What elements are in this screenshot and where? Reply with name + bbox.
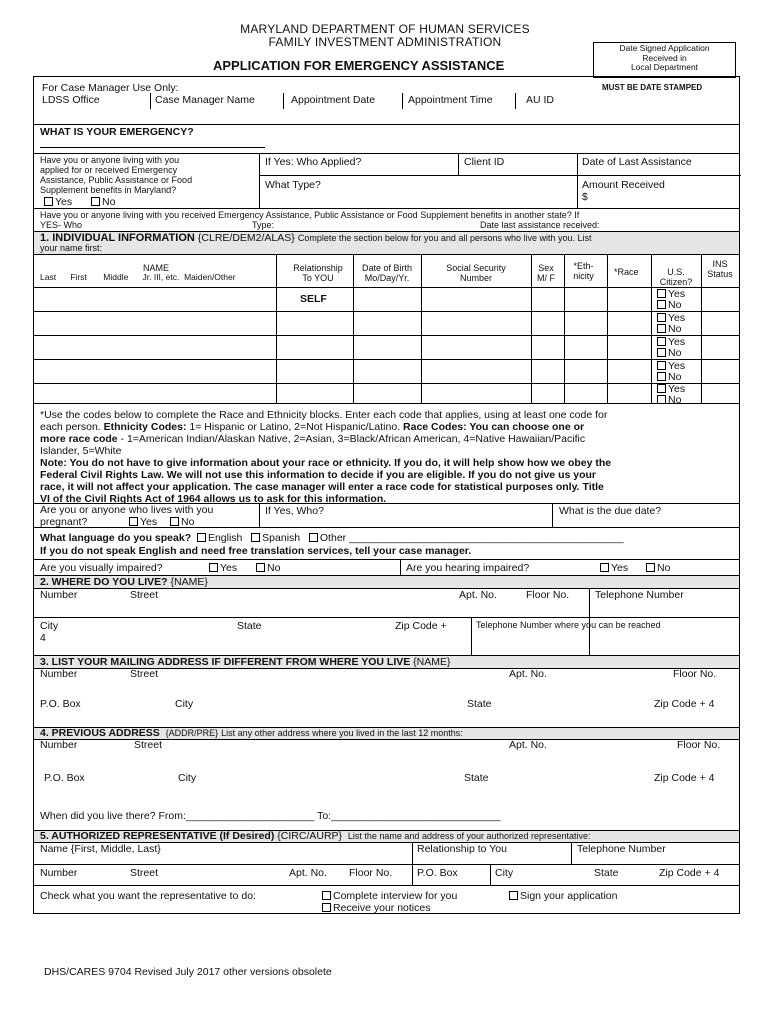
- s3-city[interactable]: City: [175, 698, 194, 710]
- checkbox-icon[interactable]: [600, 563, 609, 572]
- col-ssn: Social Security Number: [446, 263, 506, 284]
- col-race: *Race: [614, 267, 639, 277]
- citizen-no-3[interactable]: No: [657, 347, 681, 359]
- s4-street[interactable]: Street: [134, 739, 163, 751]
- s4-city[interactable]: City: [178, 772, 197, 784]
- checkbox-icon[interactable]: [657, 372, 666, 381]
- col-relationship: Relationship To YOU: [293, 263, 343, 284]
- s2-number[interactable]: Number: [40, 589, 78, 601]
- ldss-office-field[interactable]: LDSS Office: [42, 94, 100, 106]
- language-spanish[interactable]: Spanish: [251, 532, 300, 544]
- s3-number[interactable]: Number: [40, 668, 78, 680]
- citizen-yes-3[interactable]: Yes: [657, 336, 685, 348]
- section1-heading: 1. INDIVIDUAL INFORMATION {CLRE/DEM2/ALAS} Complete the section below for you and all persons who live with you. List: [40, 232, 592, 244]
- col-sex: Sex M/ F: [537, 263, 555, 284]
- section5-heading: 5. AUTHORIZED REPRESENTATIVE (If Desired) {CIRC/AURP} List the name and address of your authorized representative:: [40, 830, 591, 842]
- language-question: What language do you speak? English Spanish Other _______________________________________________: [40, 532, 624, 544]
- appointment-date-field[interactable]: Appointment Date: [291, 94, 376, 106]
- client-id-field[interactable]: Client ID: [464, 156, 505, 168]
- citizen-yes-4[interactable]: Yes: [657, 360, 685, 372]
- s2-apt[interactable]: Apt. No.: [459, 589, 497, 601]
- s5-relationship[interactable]: Relationship to You: [417, 843, 507, 855]
- s5-apt[interactable]: Apt. No.: [289, 867, 327, 879]
- s4-pobox[interactable]: P.O. Box: [44, 772, 85, 784]
- prior-assistance-question-4: Supplement benefits in Maryland?: [40, 185, 177, 195]
- s3-street[interactable]: Street: [130, 668, 159, 680]
- checkbox-icon[interactable]: [657, 324, 666, 333]
- s2-zip[interactable]: Zip Code +: [395, 620, 447, 632]
- citizen-no-5[interactable]: No: [657, 394, 681, 406]
- pregnant-question-1: Are you or anyone who lives with you: [40, 504, 214, 516]
- s4-when-lived[interactable]: When did you live there? From:______________________ To:_____________________________: [40, 810, 501, 822]
- section2-heading: 2. WHERE DO YOU LIVE? {NAME}: [40, 576, 208, 588]
- case-manager-label: For Case Manager Use Only:: [42, 82, 179, 94]
- date-last-assistance-field[interactable]: Date of Last Assistance: [582, 156, 692, 168]
- checkbox-icon[interactable]: [322, 891, 331, 900]
- citizen-yes-5[interactable]: Yes: [657, 383, 685, 395]
- translation-note: If you do not speak English and need free translation services, tell your case manager.: [40, 545, 472, 557]
- col-name-sub: Last First Middle Jr. III, etc. Maiden/Other: [40, 272, 236, 282]
- other-state-who[interactable]: YES- Who: [40, 220, 83, 230]
- other-state-date[interactable]: Date last assistance received:: [480, 220, 600, 230]
- s4-floor[interactable]: Floor No.: [677, 739, 721, 751]
- who-applied-field[interactable]: If Yes: Who Applied?: [265, 156, 362, 168]
- due-date-field[interactable]: What is the due date?: [559, 505, 662, 517]
- hearing-no[interactable]: No: [646, 562, 670, 574]
- appointment-time-field[interactable]: Appointment Time: [408, 94, 493, 106]
- visual-yes[interactable]: Yes: [209, 562, 237, 574]
- s4-apt[interactable]: Apt. No.: [509, 739, 547, 751]
- col-ins-status: INS Status: [707, 259, 733, 280]
- checkbox-icon[interactable]: [129, 517, 138, 526]
- pregnant-yes[interactable]: Yes: [129, 516, 157, 528]
- s5-city[interactable]: City: [495, 867, 514, 879]
- citizen-no-1[interactable]: No: [657, 299, 681, 311]
- col-ethnicity: *Eth- nicity: [573, 261, 594, 282]
- form-title: APPLICATION FOR EMERGENCY ASSISTANCE: [213, 58, 505, 73]
- s5-state[interactable]: State: [594, 867, 619, 879]
- stamp-label-2: Received in: [642, 52, 687, 63]
- prior-assistance-no[interactable]: No: [91, 196, 115, 208]
- pregnant-question-2: pregnant?: [40, 516, 88, 528]
- stamp-label-1: Date Signed Application: [619, 43, 710, 53]
- checkbox-icon[interactable]: [657, 289, 666, 298]
- section3-heading: 3. LIST YOUR MAILING ADDRESS IF DIFFERENT FROM WHERE YOU LIVE {NAME}: [40, 656, 451, 668]
- section4-heading: 4. PREVIOUS ADDRESS {ADDR/PRE} List any other address where you lived in the last 12 months:: [40, 727, 463, 739]
- checkbox-icon[interactable]: [170, 517, 179, 526]
- prior-assistance-question-3: Assistance, Public Assistance or Food: [40, 175, 193, 185]
- case-manager-name-field[interactable]: Case Manager Name: [155, 94, 255, 106]
- checkbox-icon[interactable]: [209, 563, 218, 572]
- date-stamp-box: [593, 42, 736, 78]
- pregnant-who-field[interactable]: If Yes, Who?: [265, 505, 324, 517]
- agency-name: MARYLAND DEPARTMENT OF HUMAN SERVICES: [240, 22, 530, 36]
- checkbox-icon[interactable]: [657, 361, 666, 370]
- prior-assistance-question-1: Have you or anyone living with you: [40, 155, 180, 165]
- col-dob: Date of Birth Mo/Day/Yr.: [361, 263, 413, 284]
- checkbox-icon[interactable]: [256, 563, 265, 572]
- checkbox-icon[interactable]: [657, 337, 666, 346]
- checkbox-icon[interactable]: [657, 300, 666, 309]
- checkbox-icon[interactable]: [91, 197, 100, 206]
- citizen-yes-2[interactable]: Yes: [657, 312, 685, 324]
- citizen-no-4[interactable]: No: [657, 371, 681, 383]
- checkbox-icon[interactable]: [322, 903, 331, 912]
- col-name: NAME: [143, 263, 170, 273]
- stamp-label-3: Local Department: [630, 62, 699, 72]
- col-us-citizen: U.S. Citizen?: [659, 267, 693, 288]
- s3-zip[interactable]: Zip Code + 4: [654, 698, 715, 710]
- checkbox-icon[interactable]: [646, 563, 655, 572]
- s5-name[interactable]: Name {First, Middle, Last}: [40, 843, 161, 855]
- hearing-impaired-question: Are you hearing impaired?: [406, 562, 530, 574]
- prior-assistance-question-2: applied for or received Emergency: [40, 165, 178, 175]
- emergency-heading: WHAT IS YOUR EMERGENCY?: [40, 126, 194, 138]
- checkbox-icon[interactable]: [197, 533, 206, 542]
- s3-pobox[interactable]: P.O. Box: [40, 698, 81, 710]
- s2-phone[interactable]: Telephone Number: [595, 589, 684, 601]
- s5-street[interactable]: Street: [130, 867, 159, 879]
- s5-pobox[interactable]: P.O. Box: [417, 867, 458, 879]
- checkbox-icon[interactable]: [309, 533, 318, 542]
- rep-complete-interview[interactable]: Complete interview for you: [322, 890, 457, 902]
- pregnant-no[interactable]: No: [170, 516, 194, 528]
- s2-floor[interactable]: Floor No.: [526, 589, 570, 601]
- administration-name: FAMILY INVESTMENT ADMINISTRATION: [268, 35, 502, 49]
- application-form: [33, 76, 740, 914]
- language-other[interactable]: Other: [309, 532, 346, 544]
- rep-sign-application[interactable]: Sign your application: [509, 890, 617, 902]
- s4-state[interactable]: State: [464, 772, 489, 784]
- must-be-stamped-note: MUST BE DATE STAMPED: [602, 83, 703, 92]
- other-state-type[interactable]: Type:: [252, 220, 275, 230]
- s5-check-label: Check what you want the representative to do:: [40, 890, 256, 902]
- s3-apt[interactable]: Apt. No.: [509, 668, 547, 680]
- prior-assistance-yes[interactable]: Yes: [44, 196, 72, 208]
- s2-street[interactable]: Street: [130, 589, 159, 601]
- s4-zip[interactable]: Zip Code + 4: [654, 772, 715, 784]
- other-state-question: Have you or anyone living with you received Emergency Assistance, Public Assistance or Food Supplement benefits in another state? If: [40, 210, 580, 220]
- amount-dollar-sign: $: [582, 191, 588, 203]
- checkbox-icon[interactable]: [657, 348, 666, 357]
- section1-desc-2: your name first:: [40, 243, 103, 253]
- language-english[interactable]: English: [194, 532, 242, 544]
- checkbox-icon[interactable]: [251, 533, 260, 542]
- visual-no[interactable]: No: [256, 562, 280, 574]
- visual-impaired-question: Are you visually impaired?: [40, 562, 163, 574]
- s2-city[interactable]: City: [40, 620, 59, 632]
- s5-phone[interactable]: Telephone Number: [577, 843, 666, 855]
- checkbox-icon[interactable]: [44, 197, 53, 206]
- what-type-field[interactable]: What Type?: [265, 179, 321, 191]
- self-label: SELF: [300, 293, 327, 305]
- checkbox-icon[interactable]: [657, 384, 666, 393]
- amount-received-field[interactable]: Amount Received: [582, 179, 665, 191]
- s2-state[interactable]: State: [237, 620, 262, 632]
- citizen-yes-1[interactable]: Yes: [657, 288, 685, 300]
- hearing-yes[interactable]: Yes: [600, 562, 628, 574]
- s2-phone-reach[interactable]: Telephone Number where you can be reached: [476, 620, 661, 630]
- emergency-input-line[interactable]: [40, 147, 265, 148]
- checkbox-icon[interactable]: [657, 313, 666, 322]
- citizen-no-2[interactable]: No: [657, 323, 681, 335]
- checkbox-icon[interactable]: [509, 891, 518, 900]
- checkbox-icon[interactable]: [657, 395, 666, 404]
- s4-number[interactable]: Number: [40, 739, 78, 751]
- s5-number[interactable]: Number: [40, 867, 78, 879]
- form-footer: DHS/CARES 9704 Revised July 2017 other versions obsolete: [44, 966, 332, 978]
- s3-floor[interactable]: Floor No.: [673, 668, 717, 680]
- rep-receive-notices[interactable]: Receive your notices: [322, 902, 430, 914]
- language-other-line[interactable]: _______________________________________________: [349, 532, 624, 544]
- race-ethnicity-note: *Use the codes below to complete the Race and Ethnicity blocks. Enter each code that applies, using at least one code for each person. Ethnicity Codes: 1= Hispanic or Latino, 2=Not Hispanic/Latino. Race Codes: You can choose one or more race code - 1=American Indian/Alaskan Native, 2=Asian, 3=Black/African American, 4=Native Hawaiian/Pacific Islander, 5=White Note: You do not have to give information about your race or ethnicity. If you do, it will help show how we obey the Federal Civil Rights Law. We will not use this information to decide if you are eligible. If you do not give us your race, it will not affect your application. The case manager will enter a race code for statistical purposes only. Title VI of the Civil Rights Act of 1964 allows us to ask for this information.: [40, 409, 612, 505]
- s2-zip4: 4: [40, 632, 46, 644]
- s3-state[interactable]: State: [467, 698, 492, 710]
- s5-floor[interactable]: Floor No.: [349, 867, 393, 879]
- au-id-field[interactable]: AU ID: [526, 94, 555, 106]
- s5-zip[interactable]: Zip Code + 4: [659, 867, 720, 879]
